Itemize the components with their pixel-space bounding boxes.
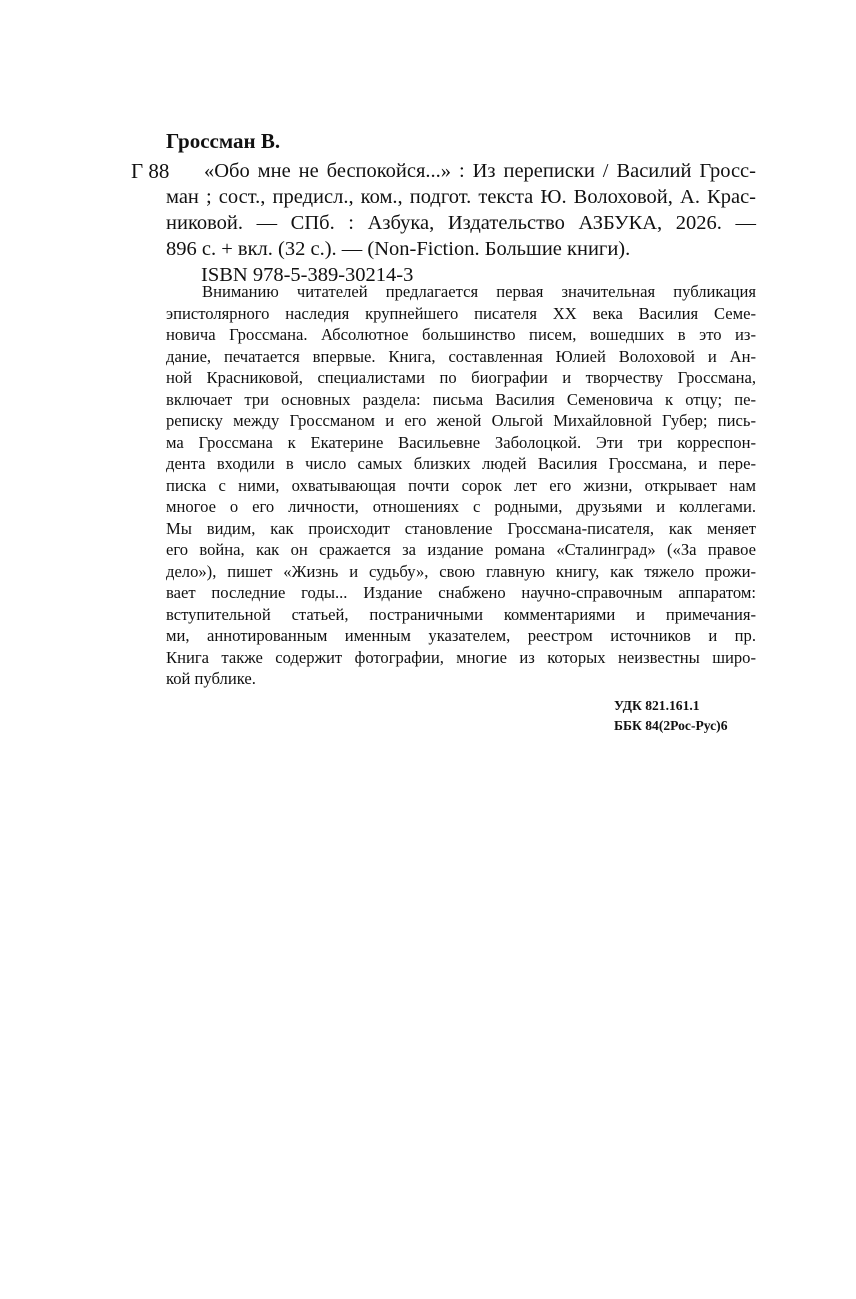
annotation-line: многое о его личности, отношениях с родными, друзьями и коллегами.: [166, 497, 756, 516]
annotation-line: вступительной статьей, постраничными комментариями и примечания-: [166, 604, 756, 624]
annotation-line: вает последние годы... Издание снабжено научно-справочным аппаратом:: [166, 583, 756, 602]
bibliographic-line: «Обо мне не беспокойся...» : Из переписки / Василий Гросс-: [204, 160, 756, 182]
bbk-code: ББК 84(2Рос-Рус)6: [614, 718, 728, 733]
call-number: Г 88: [131, 159, 170, 183]
bibliographic-line: никовой. — СПб. : Азбука, Издательство АЗБУКА, 2026. —: [166, 212, 756, 234]
isbn: ISBN 978-5-389-30214-3: [201, 264, 414, 286]
bibliographic-line: 896 с. + вкл. (32 с.). — (Non-Fiction. Большие книги).: [166, 238, 631, 260]
annotation-line: эпистолярного наследия крупнейшего писателя XX века Василия Семе-: [166, 303, 756, 323]
annotation-line: Книга также содержит фотографии, многие из которых неизвестны широ-: [166, 647, 756, 667]
bibliographic-line: ман ; сост., предисл., ком., подгот. текста Ю. Волоховой, А. Крас-: [166, 186, 756, 208]
bibliographic-description: [166, 158, 756, 262]
annotation-line: новича Гроссмана. Абсолютное большинство писем, вошедших в это из-: [166, 325, 756, 344]
annotation-line: его война, как он сражается за издание романа «Сталинград» («За правое: [166, 540, 756, 559]
annotation-line: ной Красниковой, специалистами по биографии и творчеству Гроссмана,: [166, 368, 756, 387]
classification-codes: [614, 696, 728, 736]
annotation-line: дело»), пишет «Жизнь и судьбу», свою главную книгу, как тяжело прожи-: [166, 561, 756, 581]
annotation-line: дента входили в число самых близких людей Василия Гроссмана, и пере-: [166, 454, 756, 473]
annotation-line: дание, печатается впервые. Книга, составленная Юлией Волоховой и Ан-: [166, 346, 756, 366]
annotation-line: писка с ними, охватывающая почти сорок лет его жизни, открывает нам: [166, 475, 756, 495]
annotation-line: включает три основных раздела: письма Василия Семеновича к отцу; пе-: [166, 389, 756, 409]
annotation-line: ма Гроссмана к Екатерине Васильевне Заболоцкой. Эти три корреспон-: [166, 432, 756, 452]
annotation: [166, 281, 756, 690]
annotation-line: Мы видим, как происходит становление Гроссмана-писателя, как меняет: [166, 518, 756, 538]
annotation-line: кой публике.: [166, 669, 256, 688]
annotation-line: ми, аннотированным именным указателем, реестром источников и пр.: [166, 626, 756, 645]
annotation-line: реписку между Гроссманом и его женой Ольгой Михайловной Губер; пись-: [166, 411, 756, 430]
udk-code: УДК 821.161.1: [614, 698, 700, 713]
author-heading: Гроссман В.: [166, 129, 281, 153]
annotation-line: Вниманию читателей предлагается первая значительная публикация: [202, 282, 756, 301]
